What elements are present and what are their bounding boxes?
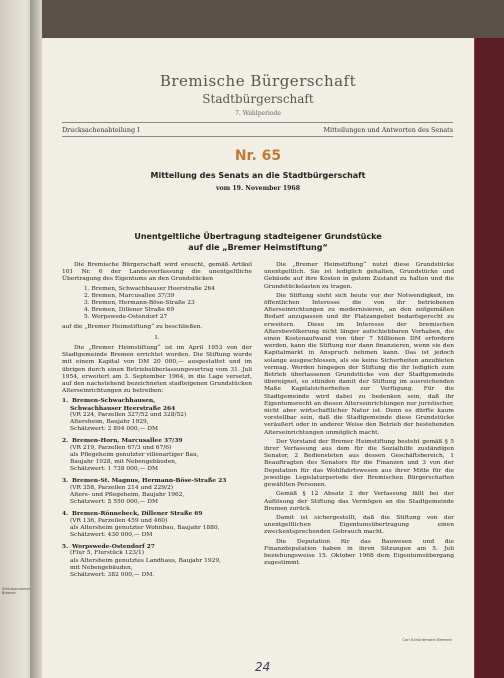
document-page	[42, 38, 474, 678]
entry-line: Altersheim, Baujahr 1929,	[70, 419, 149, 426]
entry-title: Bremen-Horn, Marcusallee 37/39	[72, 437, 183, 445]
intro-paragraph: Die Bremische Bürgerschaft wird ersucht, gemäß Artikel 101 Nr. 6 der Landesverfassung die unentgeltliche Übertragung des Eigentums an den Grundstücken	[62, 262, 252, 283]
entry-line: Schätzwert: 1 738 000,— DM	[70, 466, 159, 473]
entry-line: mit Nebengebäuden,	[70, 564, 133, 571]
entry-line: (VR 219, Parzellen 67/3 und 67/6)	[70, 444, 172, 451]
page-fold	[30, 0, 42, 678]
left-column	[62, 262, 252, 583]
entry-number: 5.	[62, 543, 69, 551]
entry-number: 4.	[62, 510, 69, 518]
property-entry	[62, 397, 252, 433]
masthead-subtitle: Stadtbürgerschaft	[202, 92, 314, 106]
section-numeral: I.	[154, 334, 160, 341]
document-subject: Mitteilung des Senats an die Stadtbürgerschaft	[150, 171, 366, 180]
section-paragraph: Die „Bremer Heimstiftung“ ist im April 1953 von der Stadtgemeinde Bremen errichtet worden. Die Stiftung wurde mit einem Kapital von DM 20 000,— ausgestattet und im übrigen durch einen Betriebsüberlassungsvertrag vom 31. Juli 1954, erweitert am 3. September 1964, in die Lage versetzt, auf den nachstehend bezeichneten stadteigenen Grundstücken Alterseinrichtungen zu betreiben:	[62, 345, 252, 395]
entry-line: als Pflegeheim genutzter villenartiger Bau,	[70, 451, 199, 458]
property-list	[84, 286, 252, 322]
property-entry	[62, 477, 252, 506]
property-entry	[62, 510, 252, 539]
entry-line: Schätzwert: 2 894 000,— DM	[70, 426, 159, 433]
property-entry	[62, 437, 252, 473]
paragraph: Die Stiftung sieht sich heute vor der Notwendigkeit, im öffentlichen Interesse die von ihr betriebenen Alterseinrichtungen zu modernisieren, an den zeitgemäßen Bedarf anzupassen und ihr Platzangebot bedarfsgerecht zu erweitern. Diese im Interesse der bremischen Altersbevölkerung nicht länger aufschiebbaren Vorhaben, die einen Kostenaufwand von über 7 Millionen DM erfordern werden, kann die Stiftung nur dann finanzieren, wenn sie den Kapitalmarkt in Anspruch nehmen kann. Das ist jedoch solange ausgeschlossen, als sie keine Sicherheiten anzubieten vermag. Werden hingegen der Stiftung die ihr lediglich zum Betrieb überlassenen Grundstücke von der Stadtgemeinde übereignet, so stünden damit der Stiftung im ausreichenden Maße Kapitalsicherheiten zur Verfügung. Für die Stadtgemeinde wird dabei zu bedenken sein, daß ihr Eigentumsrecht an diesen Alterseinrichtungen nur juristischer, nicht aber wirtschaftlicher Natur ist. Denn es dürfte kaum vorstellbar sein, daß die Stadtgemeinde diese Grundstücke veräußert oder in anderer Weise den Betrieb der bestehenden Alterseinrichtungen unmöglich macht.	[264, 292, 454, 436]
entry-line: Alters- und Pflegeheim, Baujahr 1962,	[70, 491, 185, 498]
entry-title: Bremen-Schwachhausen,	[72, 397, 156, 405]
entry-line: Schätzwert: 382 000,— DM.	[70, 571, 155, 578]
entry-title: Bremen-Rönnebeck, Dillener Straße 69	[72, 510, 203, 518]
rule-bottom	[62, 136, 453, 137]
print-category: Mitteilungen und Antworten des Senats	[323, 126, 453, 134]
paragraph: Gemäß § 12 Absatz 2 der Verfassung fällt bei der Auflösung der Stiftung das Vermögen an die Stadtgemeinde Bremen zurück.	[264, 491, 454, 512]
entry-number: 3.	[62, 477, 69, 485]
right-column	[264, 262, 454, 569]
strip-label: Schlussnummer Bremen	[2, 587, 31, 595]
paragraph: Damit ist sichergestellt, daß die Stiftung von der unentgeltlichen Eigentumsübertragung einen zweckentsprechenden Gebrauch macht.	[264, 514, 454, 536]
adjacent-page-strip	[0, 0, 42, 678]
document-date: vom 19. November 1968	[215, 185, 301, 192]
masthead-title: Bremische Bürgerschaft	[159, 72, 357, 90]
document-number: Nr. 65	[234, 148, 282, 164]
entry-line: als Altersheim genutzter Wohnbau, Baujahr 1880,	[70, 524, 220, 531]
list-item: 3. Bremen, Hermann-Böse-Straße 23	[84, 300, 195, 307]
entry-line: Schätzwert: 5 550 000,— DM	[70, 499, 159, 506]
list-item: 4. Bremen, Dillener Straße 69	[84, 307, 175, 314]
entry-line: (VR 358, Parzellen 214 und 229/2)	[70, 484, 174, 491]
list-item: 1. Bremen, Schwachhauser Heerstraße 264	[84, 285, 215, 292]
entry-line: als Altersheim genutztes Landhaus, Baujahr 1929,	[70, 557, 221, 564]
handwritten-page-number: 24	[255, 660, 271, 674]
entry-number: 2.	[62, 437, 69, 445]
entry-line: (VR 224, Parzellen 327/52 und 328/52)	[70, 411, 187, 418]
list-item: 2. Bremen, Marcusallee 37/39	[84, 292, 175, 299]
entry-line: (Flur 5, Flurstück 123/1)	[70, 550, 145, 557]
property-entry	[62, 543, 252, 579]
entry-line: Schätzwert: 430 000,— DM	[70, 531, 153, 538]
binder-spine	[470, 38, 504, 678]
entry-line: (VR 136, Parzellen 459 und 460)	[70, 517, 168, 524]
masthead-period: 7. Wahlperiode	[235, 110, 281, 117]
paragraph: Der Vorstand der Bremer Heimstiftung besteht gemäß § 5 ihrer Verfassung aus dem für die Sozialhilfe zuständigen Senator, 2 Bediensteten aus dessen Geschäftsbereich, 1 Beauftragten des Senators für die Finanzen und 3 von der Deputation für das Wohlfahrtswesen aus ihrer Mitte für die jeweilige Legislaturperiode der Bremischen Bürgerschaften gewählten Personen.	[264, 438, 454, 489]
entry-number: 1.	[62, 397, 69, 405]
entry-title-line-2: Schwachhauser Heerstraße 264	[70, 404, 176, 412]
printer-stamp: Carl Schünemann Bremen	[402, 637, 452, 642]
print-series: Drucksachenabteilung I	[62, 126, 140, 134]
rule-top	[62, 122, 453, 123]
entry-line: Baujahr 1928, mit Nebengebäuden,	[70, 459, 177, 466]
after-list-text: auf die „Bremer Heimstiftung“ zu beschließen.	[62, 323, 203, 330]
entry-title: Worpswede-Ostendorf 27	[72, 543, 155, 551]
paragraph: Die Deputation für das Bauwesen und die Finanzdeputation haben in ihren Sitzungen am 5. Juli beziehungsweise 15. Oktober 1968 dem Eigentumsübergang zugestimmt.	[264, 538, 454, 567]
heading-line-2: auf die „Bremer Heimstiftung“	[188, 243, 328, 252]
list-item: 5. Worpswede-Ostendorf 27	[84, 314, 168, 321]
entry-title: Bremen-St. Magnus, Hermann-Böse-Straße 23	[72, 477, 227, 485]
heading-line-1: Unentgeltliche Übertragung stadteigener Grundstücke	[134, 232, 382, 241]
paragraph: Die „Bremer Heimstiftung“ nutzt diese Grundstücke unentgeltlich. Sie ist lediglich gehalten, Grundstücke und Gebäude auf ihre Kosten in gutem Zustand zu halten und die Grundstückslasten zu tragen.	[264, 262, 454, 290]
